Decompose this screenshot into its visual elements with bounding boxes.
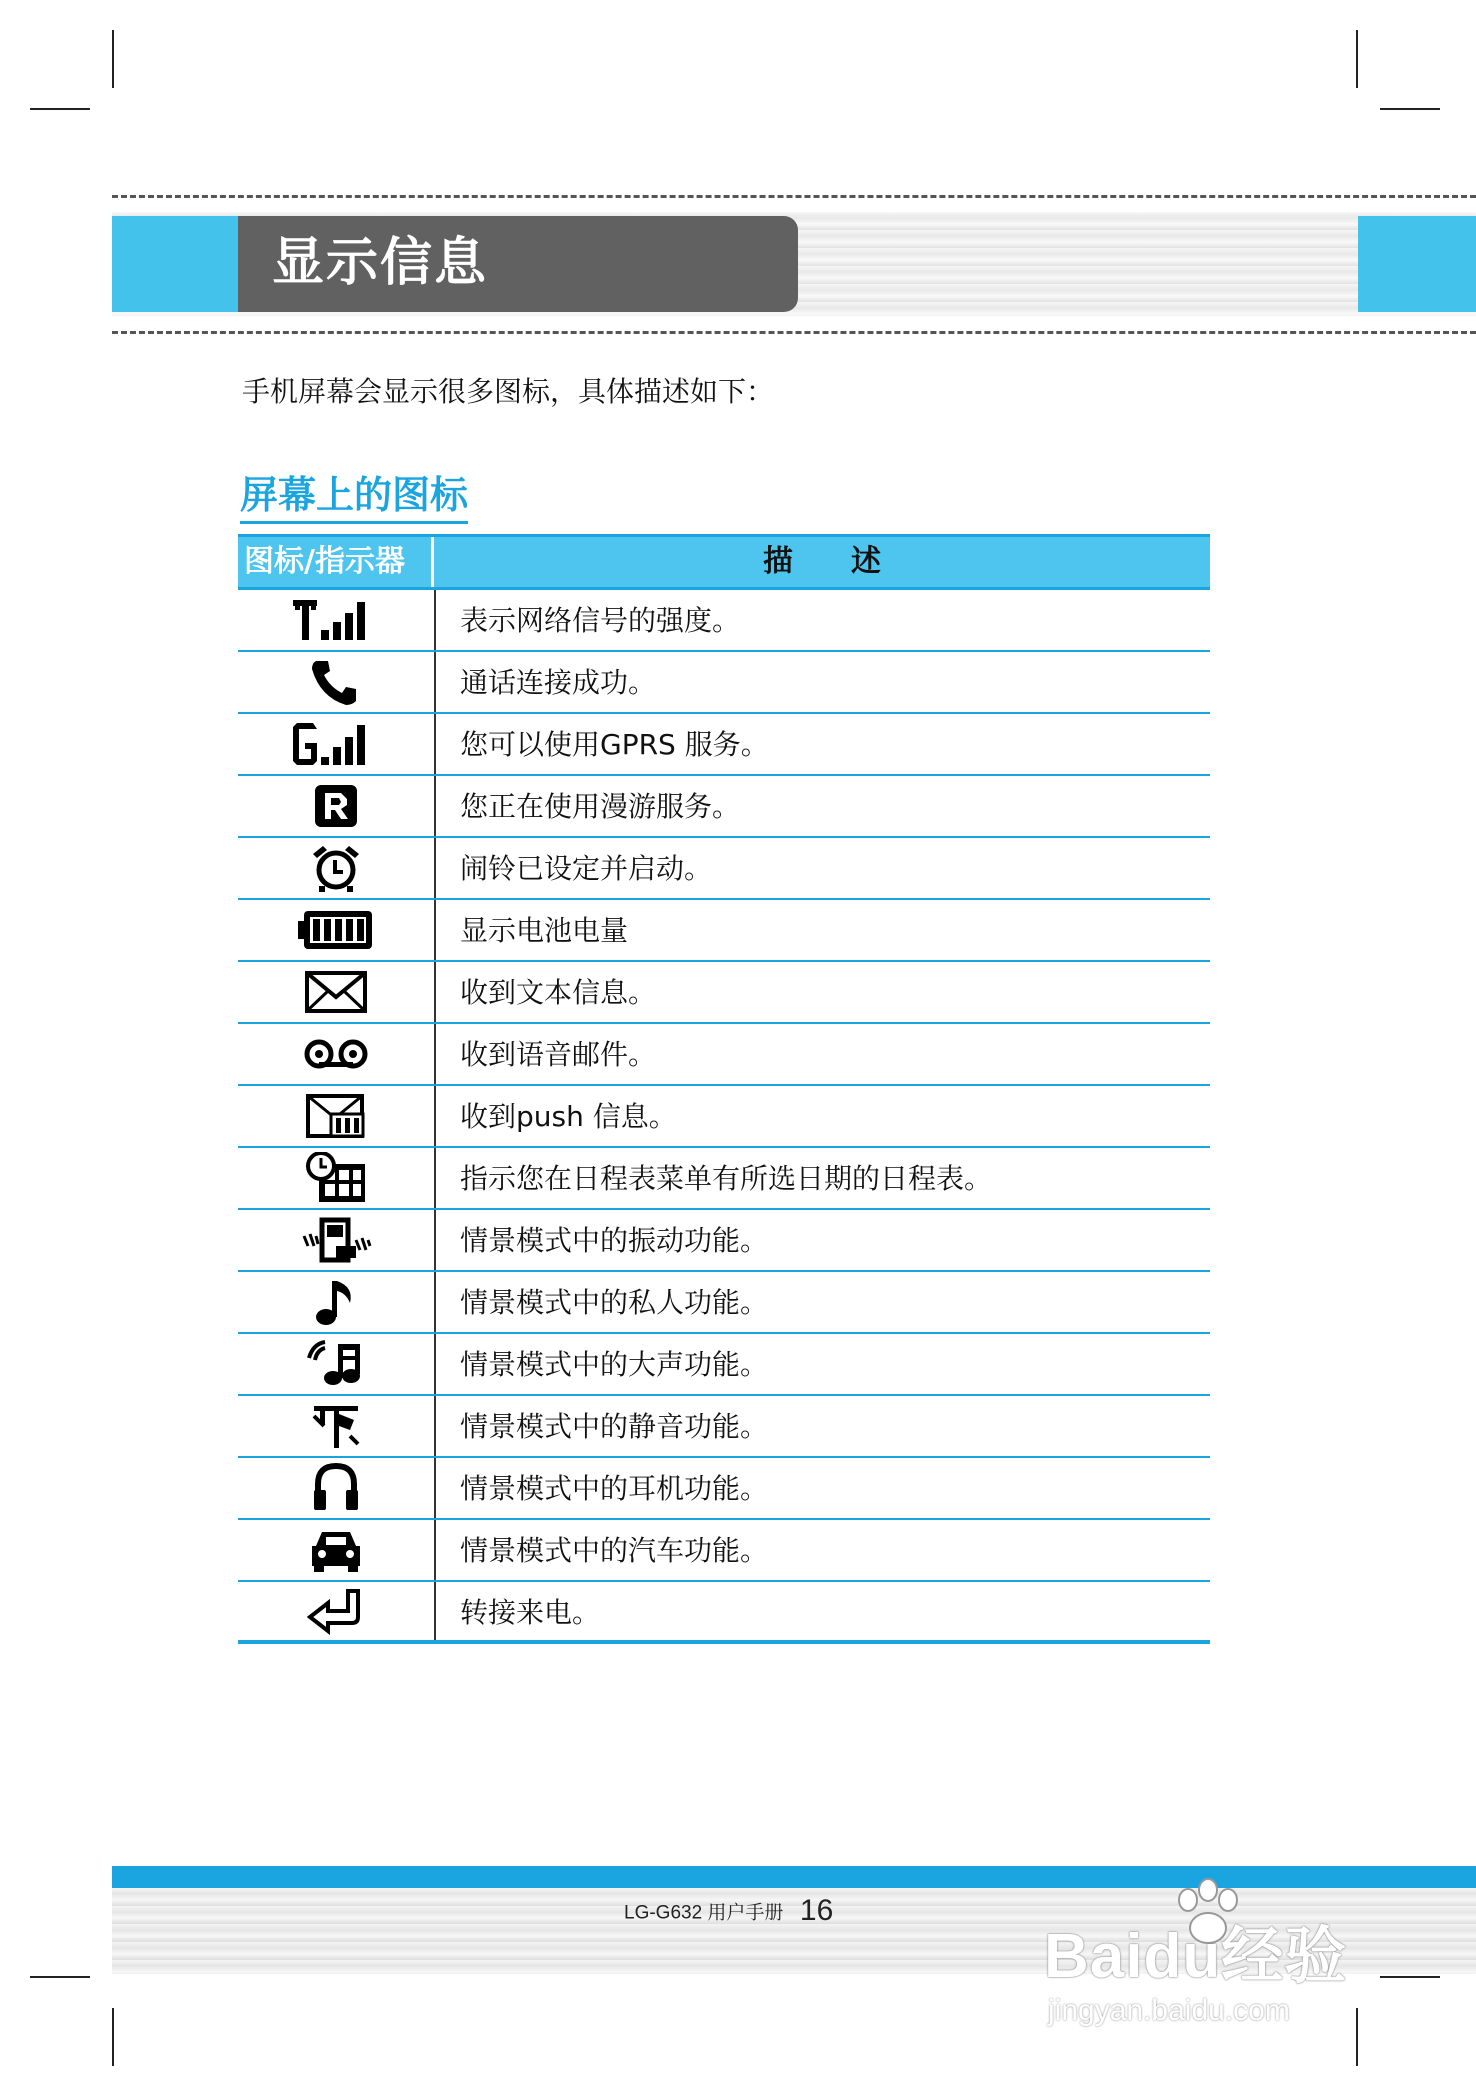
row-description: 情景模式中的汽车功能。 — [460, 1534, 769, 1567]
crop-mark — [30, 108, 90, 110]
row-description: 您正在使用漫游服务。 — [460, 790, 741, 823]
battery-icon — [296, 907, 376, 953]
table-row — [238, 838, 1210, 900]
page-number: 16 — [799, 1894, 834, 1927]
header-desc-column: 描述 — [763, 544, 939, 579]
dashed-rule-top — [112, 195, 1476, 198]
footer — [624, 1894, 833, 1928]
phone-handset-icon — [306, 657, 366, 707]
row-description: 情景模式中的私人功能。 — [460, 1286, 769, 1319]
watermark-url: jingyan.baidu.com — [1048, 1994, 1290, 2027]
signal-strength-icon — [291, 596, 381, 644]
gprs-signal-icon — [291, 719, 381, 769]
schedule-icon — [303, 1152, 369, 1204]
table-row — [238, 1024, 1210, 1086]
table-row — [238, 652, 1210, 714]
table-row — [238, 1148, 1210, 1210]
row-description: 表示网络信号的强度。 — [460, 604, 741, 637]
header-icon-column: 图标/指示器 — [238, 537, 434, 587]
row-description: 通话连接成功。 — [460, 666, 657, 699]
row-description: 情景模式中的静音功能。 — [460, 1410, 769, 1443]
silent-icon — [310, 1400, 362, 1452]
crop-mark — [1380, 108, 1440, 110]
table-row — [238, 590, 1210, 652]
crop-mark — [30, 1976, 90, 1978]
section-title: 屏幕上的图标 — [240, 470, 468, 524]
table-row — [238, 1210, 1210, 1272]
table-header — [238, 534, 1210, 590]
crop-mark — [112, 2008, 114, 2066]
page-title: 显示信息 — [272, 233, 489, 293]
row-description: 转接来电。 — [460, 1596, 601, 1629]
row-description: 情景模式中的振动功能。 — [460, 1224, 769, 1257]
table-row — [238, 1086, 1210, 1148]
icon-table — [238, 534, 1210, 1644]
table-row — [238, 776, 1210, 838]
loud-note-icon — [305, 1338, 367, 1390]
envelope-icon — [304, 969, 368, 1015]
table-row — [238, 1334, 1210, 1396]
watermark-logo: Baidu经验 — [1044, 1922, 1348, 1991]
crop-mark — [112, 30, 114, 88]
crop-mark — [1356, 30, 1358, 88]
push-message-icon — [305, 1092, 367, 1140]
watermark — [1040, 1878, 1380, 2038]
crop-mark — [1380, 1976, 1440, 1978]
footer-manual-title: LG-G632 用户手册 — [624, 1902, 784, 1924]
row-description: 您可以使用GPRS 服务。 — [460, 728, 769, 761]
row-description: 指示您在日程表菜单有所选日期的日程表。 — [460, 1162, 993, 1195]
music-note-icon — [314, 1277, 358, 1327]
row-description: 显示电池电量 — [460, 914, 629, 947]
row-description: 收到文本信息。 — [460, 976, 657, 1009]
table-row — [238, 900, 1210, 962]
table-row — [238, 1396, 1210, 1458]
table-row — [238, 1520, 1210, 1582]
table-row — [238, 1272, 1210, 1334]
voicemail-icon — [303, 1036, 369, 1072]
roaming-r-icon — [311, 781, 361, 831]
headphones-icon — [310, 1462, 362, 1514]
car-icon — [308, 1526, 364, 1574]
row-description: 收到push 信息。 — [460, 1100, 677, 1133]
table-row — [238, 1458, 1210, 1520]
dashed-rule-bottom — [112, 331, 1476, 334]
row-description: 情景模式中的耳机功能。 — [460, 1472, 769, 1505]
intro-text: 手机屏幕会显示很多图标，具体描述如下： — [242, 375, 775, 408]
row-description: 闹铃已设定并启动。 — [460, 852, 713, 885]
banner-accent-right — [1358, 216, 1476, 312]
vibrate-icon — [300, 1216, 372, 1264]
table-row — [238, 714, 1210, 776]
row-description: 收到语音邮件。 — [460, 1038, 657, 1071]
banner-accent-left — [112, 216, 238, 312]
row-description: 情景模式中的大声功能。 — [460, 1348, 769, 1381]
call-divert-icon — [306, 1587, 366, 1635]
alarm-clock-icon — [309, 842, 363, 894]
table-row — [238, 1582, 1210, 1644]
table-row — [238, 962, 1210, 1024]
